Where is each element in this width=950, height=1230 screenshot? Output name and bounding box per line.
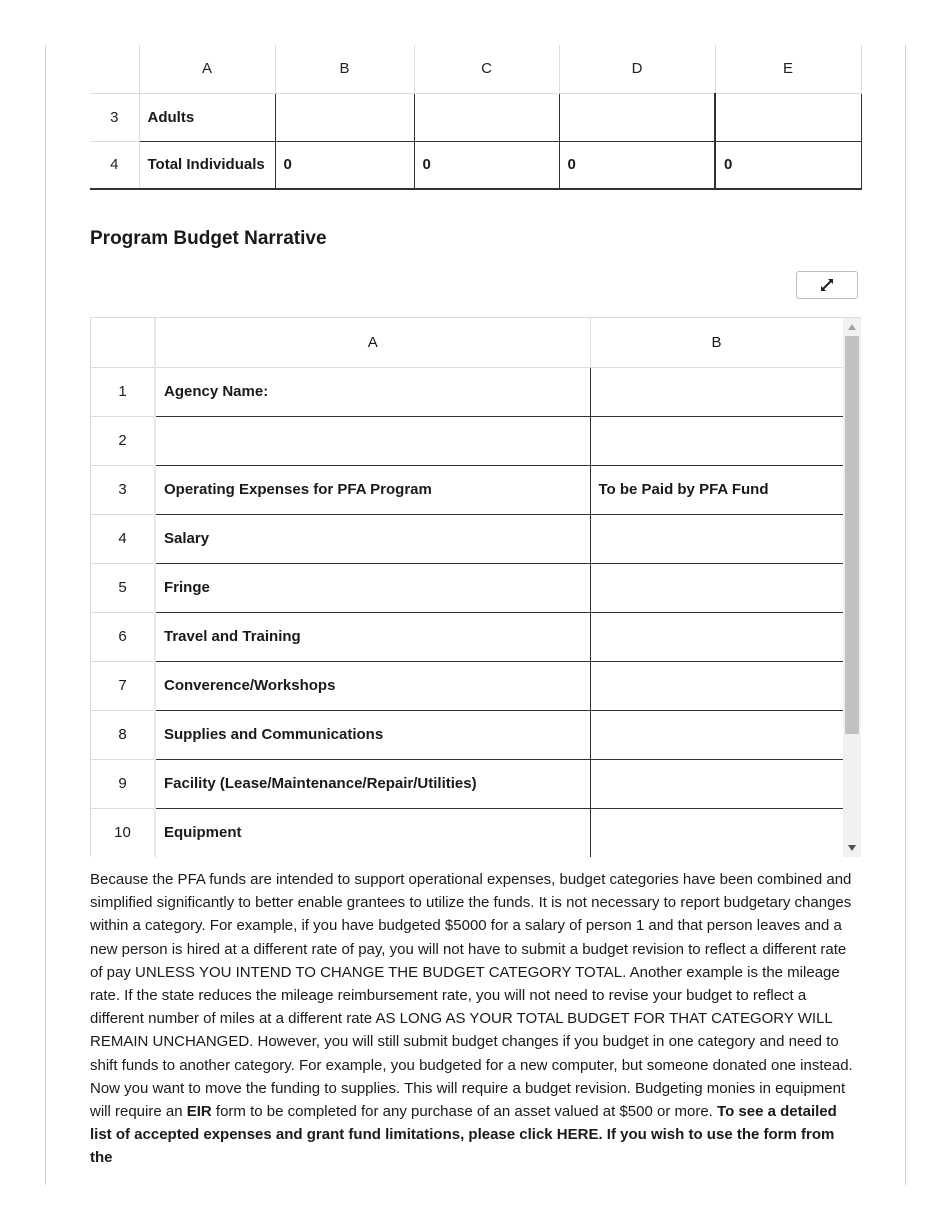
table-row [91, 808, 843, 857]
page-frame-left [45, 45, 46, 1185]
cell-value[interactable] [559, 93, 715, 141]
row-header[interactable]: 3 [90, 93, 139, 141]
row-header[interactable]: 2 [91, 416, 155, 465]
scroll-up-arrow-icon [848, 324, 856, 330]
cell-b[interactable] [590, 759, 843, 808]
row-header[interactable]: 4 [90, 141, 139, 189]
column-header-row [90, 45, 861, 93]
row-header[interactable]: 5 [91, 563, 155, 612]
table-row [91, 759, 843, 808]
grid-corner-cell[interactable] [91, 318, 155, 367]
column-header-b[interactable]: B [590, 318, 843, 367]
cell-a[interactable] [155, 416, 590, 465]
budget-table [91, 318, 844, 857]
page-frame-right [905, 45, 906, 1185]
cell-b[interactable] [590, 661, 843, 710]
cell-value[interactable] [715, 93, 861, 141]
table-row [91, 612, 843, 661]
row-header[interactable]: 8 [91, 710, 155, 759]
cell-value[interactable] [275, 93, 414, 141]
cell-label[interactable]: Adults [139, 93, 275, 141]
table-row [90, 93, 861, 141]
cell-a[interactable]: Facility (Lease/Maintenance/Repair/Utilities) [155, 759, 590, 808]
cell-a[interactable]: Fringe [155, 563, 590, 612]
scroll-down-button[interactable] [843, 841, 861, 855]
narrative-text: Because the PFA funds are intended to support operational expenses, budget categories have been combined and simplified significantly to better enable grantees to utilize the funds. It is not necessary to report budgetary changes within a category. For example, if you have budgeted $5000 for a salary of person 1 and that person leaves and a new person is hired at a different rate of pay, you will not have to submit a budget revision to reflect a different rate of pay UNLESS YOU INTEND TO CHANGE THE BUDGET CATEGORY TOTAL. Another example is the mileage rate. If the state reduces the mileage reimbursement rate, you will not need to revise your budget to reflect a different number of miles at a different rate AS LONG AS YOUR TOTAL BUDGET FOR THAT CATEGORY WILL REMAIN UNCHANGED. However, you will still submit budget changes if you budget in one category and need to shift funds to another category. For example, you budgeted for a new computer, but someone donated one instead. Now you want to move the funding to supplies. This will require a budget revision. Budgeting monies in equipment will require an [90, 871, 853, 1121]
cell-value[interactable]: 0 [275, 141, 414, 189]
cell-a[interactable]: Supplies and Communications [155, 710, 590, 759]
vertical-scrollbar[interactable] [843, 318, 861, 857]
section-title: Program Budget Narrative [90, 228, 327, 249]
cell-b[interactable] [590, 514, 843, 563]
cell-b[interactable] [590, 808, 843, 857]
cell-b[interactable]: To be Paid by PFA Fund [590, 465, 843, 514]
budget-spreadsheet[interactable] [90, 317, 861, 857]
cell-b[interactable] [590, 710, 843, 759]
expenses-list-link-text[interactable]: To see a detailed list of accepted expenses and grant fund limitations, please click HERE. If you wish to use the form from the [90, 1103, 837, 1167]
row-header[interactable]: 1 [91, 367, 155, 416]
table-row [91, 416, 843, 465]
cell-a[interactable]: Agency Name: [155, 367, 590, 416]
column-header-c[interactable]: C [414, 45, 559, 93]
budget-narrative-paragraph [90, 868, 858, 1170]
cell-a[interactable]: Salary [155, 514, 590, 563]
table-row [91, 563, 843, 612]
row-header[interactable]: 10 [91, 808, 155, 857]
cell-b[interactable] [590, 367, 843, 416]
column-header-b[interactable]: B [275, 45, 414, 93]
grid-corner-cell[interactable] [90, 45, 139, 93]
cell-value[interactable]: 0 [715, 141, 861, 189]
expand-button[interactable] [796, 271, 858, 299]
row-header[interactable]: 6 [91, 612, 155, 661]
cell-a[interactable]: Converence/Workshops [155, 661, 590, 710]
cell-a[interactable]: Equipment [155, 808, 590, 857]
cell-a[interactable]: Operating Expenses for PFA Program [155, 465, 590, 514]
scrollbar-thumb[interactable] [845, 336, 859, 734]
cell-value[interactable]: 0 [559, 141, 715, 189]
column-header-d[interactable]: D [559, 45, 715, 93]
column-header-a[interactable]: A [139, 45, 275, 93]
eir-form-link[interactable]: EIR [186, 1103, 212, 1121]
narrative-text: form to be completed for any purchase of an asset valued at $500 or more. [211, 1103, 718, 1121]
table-row [91, 710, 843, 759]
table-row [91, 661, 843, 710]
cell-a[interactable]: Travel and Training [155, 612, 590, 661]
column-header-a[interactable]: A [155, 318, 590, 367]
scroll-down-arrow-icon [848, 845, 856, 851]
table-row [90, 141, 861, 189]
expand-arrows-icon [819, 277, 835, 293]
cell-b[interactable] [590, 416, 843, 465]
row-header[interactable]: 4 [91, 514, 155, 563]
table-row [91, 514, 843, 563]
cell-value[interactable]: 0 [414, 141, 559, 189]
row-header[interactable]: 9 [91, 759, 155, 808]
table-row [91, 367, 843, 416]
scroll-up-button[interactable] [843, 320, 861, 334]
cell-b[interactable] [590, 563, 843, 612]
column-header-e[interactable]: E [715, 45, 861, 93]
table-row [91, 465, 843, 514]
column-header-row [91, 318, 843, 367]
row-header[interactable]: 7 [91, 661, 155, 710]
row-header[interactable]: 3 [91, 465, 155, 514]
cell-label[interactable]: Total Individuals [139, 141, 275, 189]
demographics-spreadsheet [90, 45, 862, 190]
cell-b[interactable] [590, 612, 843, 661]
cell-value[interactable] [414, 93, 559, 141]
